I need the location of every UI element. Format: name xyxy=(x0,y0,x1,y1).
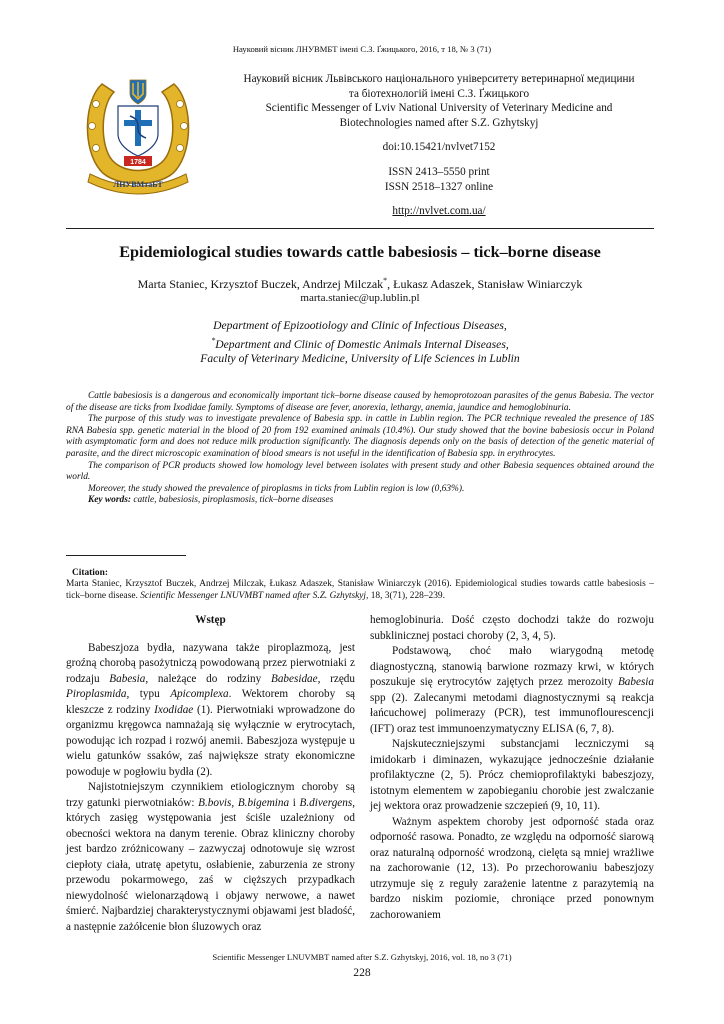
text-run: spp (2). Zalecanymi metodami diagnostycznymi są reakcja łańcuchowej polimerazy (PCR), test immunoflourescencji (IFT) oraz test immunoenzymatyczny ELISA (6, 7, 8). xyxy=(370,691,654,735)
body-paragraph: Najskuteczniejszymi substancjami leczniczymi są imidokarb i diminazen, wykazujące jednocześnie działanie profilaktyczne (2, 5). Prócz chemioprofilaktyki babeszjozy, istotnym elementem w zapobieganiu chorobie jest zwalczanie jej wektora oraz prowadzenie szczepień (9, 10, 11). xyxy=(370,738,654,812)
affiliations xyxy=(66,319,654,367)
abstract-paragraph: The purpose of this study was to investigate prevalence of Babesia spp. in cattle in Lublin region. The PCR technique revealed the presence of 18S RNA Babesia spp. genetic material in the blood of 20 from 192 examined animals (10.4%). Our study showed that the bovine babesiosis occur in Poland with asymptomatic form and does not reduce milk production significantly. The diagnosis depends only on the basis of detection of the genetic material of parasite, and the direct microscopic examination of blood smears is not useful in the identification of Babesia spp. in erythrocytes. xyxy=(66,414,654,459)
body-paragraph: Ważnym aspektem choroby jest odporność stada oraz odporność rasowa. Ponadto, ze względu na odporność siarową oraz naturalną odporność wrodzoną, cielęta są mniej wrażliwe na zachorowanie (12, 13). Po przechorowaniu babeszjozy utrzymuje się z reguły zarażenie latentne z parazytemią na bardzo niskim poziomie, chroniące przed ponownym zachorowaniem xyxy=(370,815,654,921)
text-run: i xyxy=(289,796,300,809)
trident-shield-icon xyxy=(130,80,146,104)
text-run: należące do rodziny xyxy=(148,672,271,685)
text-run: rzędu xyxy=(320,672,355,685)
text-run: Najistotniejszym czynnikiem etiologicznym choroby są trzy gatunki pierwotniaków: xyxy=(66,781,355,809)
affiliation-1: Department of Epizootiology and Clinic of Infectious Diseases, xyxy=(213,319,507,332)
abstract-paragraph: Moreover, the study showed the prevalence of piroplasms in ticks from Lublin region is low (0,63%). xyxy=(88,483,465,494)
section-heading: Wstęp xyxy=(195,614,226,626)
caduceus-shield-icon xyxy=(118,106,158,156)
body-paragraph: hemoglobinuria. Dość często dochodzi także do rozwoju subklinicznej postaci choroby (2, 3, 4, 5). xyxy=(370,614,654,642)
body-paragraph xyxy=(370,644,654,737)
abstract-paragraph: Cattle babesiosis is a dangerous and economically important tick–borne disease caused by hemoprotozoan parasites of the genus Babesia. The vector of the disease are ticks from Ixodidae family. Symptoms of disease are fever, anorexia, lethargy, anemia, jaundice and hemoglobinuria. xyxy=(66,391,654,413)
abstract xyxy=(66,391,654,507)
citation-label: Citation: xyxy=(72,568,108,578)
abstract-paragraph: The comparison of PCR products showed low homology level between isolates with present study and other Babesia sequences obtained around the world. xyxy=(66,460,654,483)
keywords-text: cattle, babesiosis, piroplasmosis, tick–borne diseases xyxy=(130,495,334,506)
text-run: B.bovis, B.bigemina xyxy=(198,796,290,809)
citation-main: Marta Staniec, Krzysztof Buczek, Andrzej Milczak, Łukasz Adaszek, Stanisław Winiarczyk (2016). Epidemiological studies towards cattle babesiosis – tick–borne disease. xyxy=(66,579,654,601)
journal-name-ua-1: Науковий вісник Львівського національного університету ветеринарної медицини xyxy=(243,73,635,85)
corresponding-mark: * xyxy=(383,276,388,285)
citation-text xyxy=(66,579,654,602)
article-title: Epidemiological studies towards cattle babesiosis – tick–borne disease xyxy=(119,243,601,261)
journal-name-en-1: Scientific Messenger of Lviv National University of Veterinary Medicine and xyxy=(265,102,613,115)
citation-volume: , 18, 3(71), 228–239. xyxy=(366,590,445,601)
text-run: Babeszjoza bydła, nazywana także piroplazmozą, jest groźną chorobą pasożytniczą powodowaną przez pierwotniaki z rodzaju xyxy=(66,641,355,685)
citation-divider xyxy=(66,555,186,556)
text-run: Piroplasmida, xyxy=(66,688,130,700)
logo-motto: ЛНУВМтаБТ xyxy=(113,180,163,189)
university-logo xyxy=(80,70,196,198)
issn-print: ISSN 2413–5550 print xyxy=(388,165,490,178)
header-divider xyxy=(66,228,654,229)
text-run: B.divergens xyxy=(299,796,353,809)
text-run: Apicomplexa xyxy=(170,688,229,700)
body-column-left xyxy=(66,613,355,935)
body-column-right xyxy=(370,613,654,923)
logo-year: 1784 xyxy=(130,159,146,166)
affiliation-2-text: Department and Clinic of Domestic Animals Internal Diseases, xyxy=(215,337,509,351)
text-run: Babesia xyxy=(617,676,654,688)
citation-block xyxy=(66,568,654,602)
text-run: Ixodidae xyxy=(154,703,194,716)
journal-info xyxy=(222,72,656,219)
doi: doi:10.15421/nvlvet7152 xyxy=(382,141,496,154)
issn-online: ISSN 2518–1327 online xyxy=(384,180,494,193)
page-number: 228 xyxy=(353,966,371,979)
author-list xyxy=(66,273,654,292)
text-run: . Wektorem choroby są kleszcze z rodziny xyxy=(66,688,356,716)
affiliation-mark: * xyxy=(211,335,216,345)
text-run: Babesia, xyxy=(109,672,149,685)
citation-journal: Scientific Messenger LNUVMBT named after S.Z. Gzhytskyj xyxy=(140,590,367,601)
body-paragraph xyxy=(66,641,355,781)
keywords xyxy=(66,495,654,507)
affiliation-3: Faculty of Veterinary Medicine, University of Life Sciences in Lublin xyxy=(200,352,520,366)
running-header: Науковий вісник ЛНУВМБТ імені С.З. Ґжицького, 2016, т 18, № 3 (71) xyxy=(232,44,492,54)
journal-name-ua-2: та біотехнологій імені С.З. Ґжицького xyxy=(348,87,530,100)
author-email: marta.staniec@up.lublin.pl xyxy=(300,292,420,304)
keywords-label: Key words: xyxy=(88,495,131,506)
text-run: Podstawową, choć mało wiarygodną metodę diagnostyczną, stanowią barwione rozmazy krwi, w których poszukuje się erytrocytów zajętych przez merozoity xyxy=(370,645,654,688)
authors-first: Marta Staniec, Krzysztof Buczek, Andrzej Milczak xyxy=(137,277,384,291)
journal-url-link[interactable]: http://nvlvet.com.ua/ xyxy=(392,205,486,218)
text-run: , których zasięg występowania jest ściśle uzależniony od obecności wektora na danym terenie. Obraz kliniczny choroby jest bardzo zróżnicowany – zazwyczaj odnotowuje się wzrost ciepłoty ciała, utratę apetytu, osłabienie, zaburzenia ze strony przewodu pokarmowego, zaś w cięższych przypadkach niewydolność wielonarządową i objawy nerwowe, a nawet śmierć. Najbardziej charakterystycznymi objawami jest bladość, a następnie zażółcenie błon śluzowych oraz xyxy=(66,796,356,933)
page-footer: Scientific Messenger LNUVMBT named after S.Z. Gzhytskyj, 2016, vol. 18, no 3 (71) xyxy=(212,952,512,962)
journal-name-en-2: Biotechnologies named after S.Z. Gzhytskyj xyxy=(339,116,539,129)
authors-rest: , Łukasz Adaszek, Stanisław Winiarczyk xyxy=(387,277,583,291)
affiliation-2 xyxy=(66,334,654,353)
text-run: (1). Pierwotniaki wprowadzone do organizmu kręgowca namnażają się wyłącznie w erytrocytach, powodując ich rozpad i rozwój anemii. Babeszjoza występuje u wielu gatunków ssaków, zaś największe straty ekonomiczne powoduje w pogłowiu bydła (2). xyxy=(66,703,356,778)
text-run: Babesidae, xyxy=(271,672,321,685)
body-paragraph xyxy=(66,780,355,935)
text-run: typu xyxy=(129,688,171,700)
